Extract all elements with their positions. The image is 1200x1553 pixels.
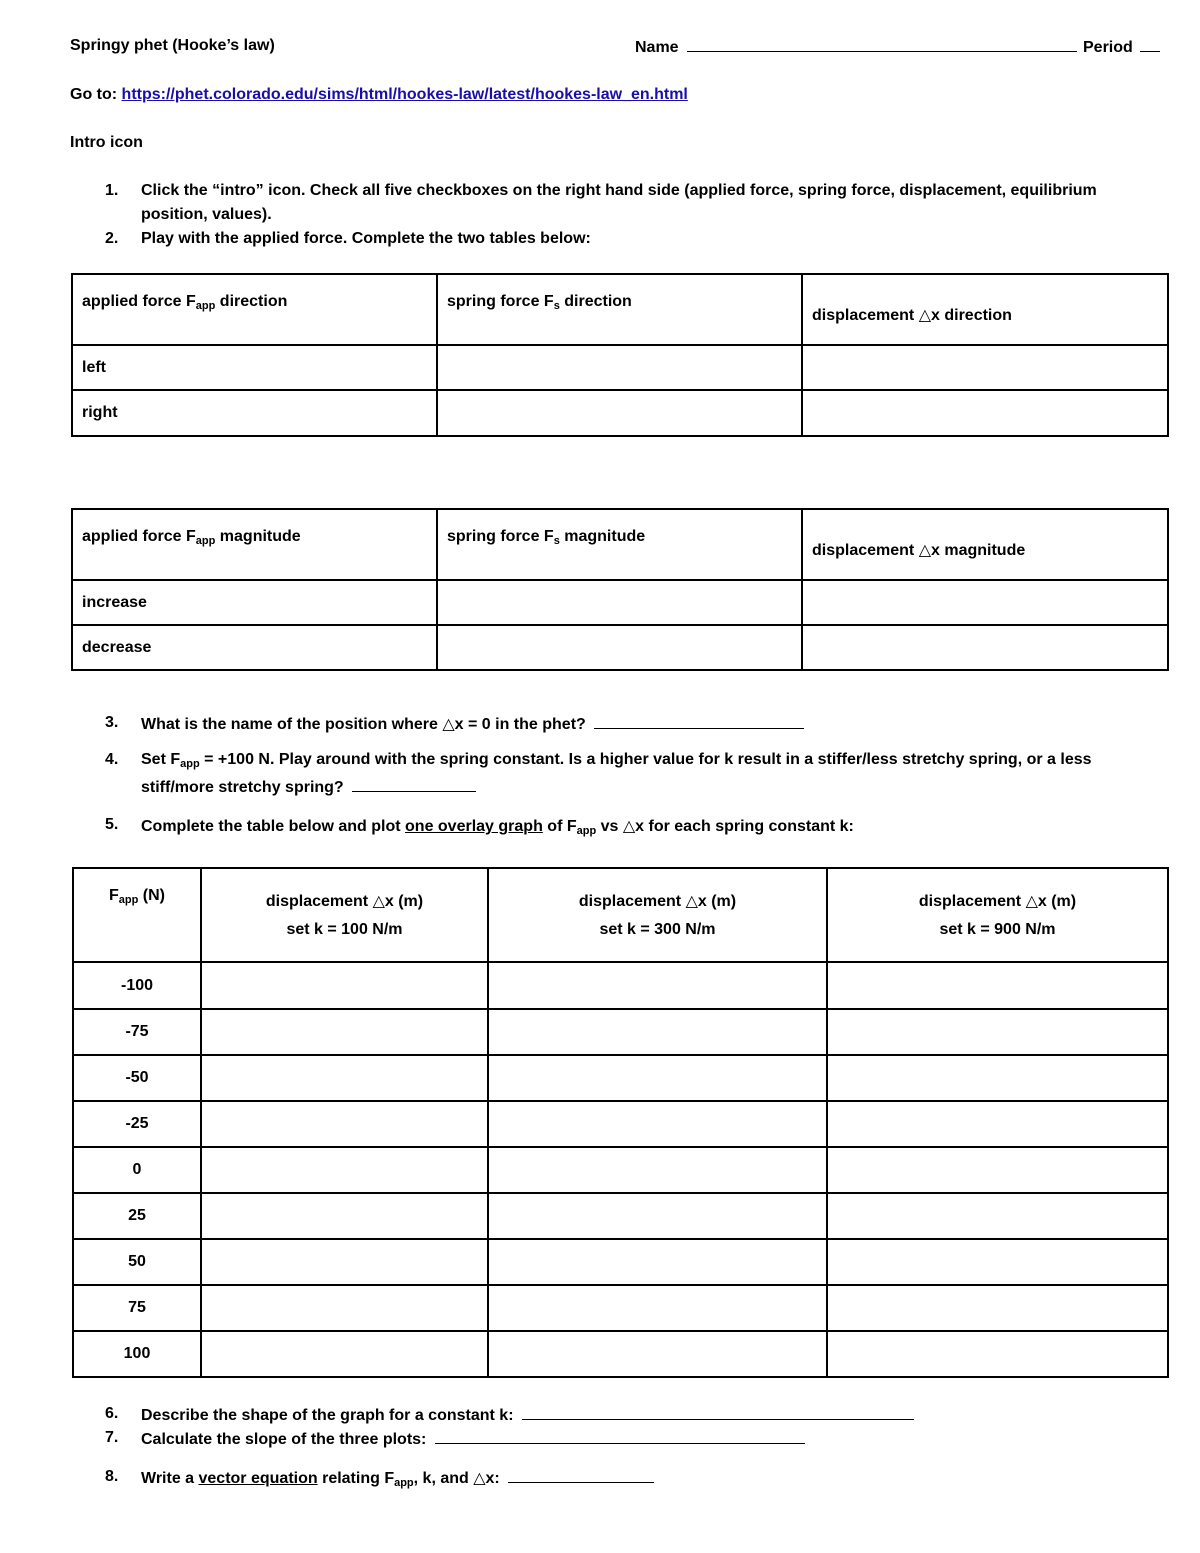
q7-answer-blank[interactable] [435, 1429, 805, 1444]
table-row [73, 1009, 1168, 1055]
item-1-line1: Click the “intro” icon. Check all five checkboxes on the right hand side (applied force, spring force, displacement, equilibrium [141, 182, 1097, 199]
name-field[interactable] [635, 37, 1077, 57]
force-value: 0 [73, 1147, 201, 1193]
q4-answer-blank[interactable] [352, 777, 476, 792]
item-1-line2: position, values). [141, 206, 272, 223]
q8-number: 8. [105, 1468, 119, 1485]
q6-number: 6. [105, 1405, 119, 1422]
header-applied-force-direction: applied force $F_{app}$ direction [72, 274, 437, 345]
answer-cell[interactable] [488, 1101, 827, 1147]
answer-cell[interactable] [827, 1193, 1168, 1239]
page-title: Springy phet (Hooke’s law) [70, 37, 275, 54]
vector-equation-emphasis: vector equation [198, 1470, 318, 1487]
answer-cell[interactable] [437, 390, 802, 436]
force-value: 50 [73, 1239, 201, 1285]
answer-cell[interactable] [201, 1193, 488, 1239]
table-row [73, 1147, 1168, 1193]
answer-cell[interactable] [827, 1009, 1168, 1055]
force-value: -50 [73, 1055, 201, 1101]
row-right-label: right [72, 390, 437, 436]
magnitude-table [71, 508, 1169, 671]
name-label: Name [635, 39, 679, 56]
answer-cell[interactable] [201, 1239, 488, 1285]
period-field[interactable] [1083, 37, 1160, 57]
item-2-text: Play with the applied force. Complete the two tables below: [141, 230, 591, 247]
table-row [73, 1239, 1168, 1285]
row-increase-label: increase [72, 580, 437, 625]
table-row [73, 1055, 1168, 1101]
answer-cell[interactable] [437, 580, 802, 625]
answer-cell[interactable] [488, 1009, 827, 1055]
answer-cell[interactable] [437, 625, 802, 670]
q6-text: Describe the shape of the graph for a constant k: [141, 1407, 514, 1424]
answer-cell[interactable] [201, 1009, 488, 1055]
header-spring-force-magnitude: spring force $F_s$ magnitude [437, 509, 802, 580]
phet-link[interactable]: https://phet.colorado.edu/sims/html/hookes-law/latest/hookes-law_en.html [121, 86, 688, 103]
q7-number: 7. [105, 1429, 119, 1446]
force-value: -100 [73, 962, 201, 1009]
period-blank[interactable] [1140, 37, 1160, 52]
answer-cell[interactable] [488, 1239, 827, 1285]
q8-answer-blank[interactable] [508, 1468, 654, 1483]
answer-cell[interactable] [488, 1147, 827, 1193]
header-k900: displacement △x (m) set k = 900 N/m [827, 868, 1168, 962]
q3-answer-blank[interactable] [594, 714, 804, 729]
force-value: 75 [73, 1285, 201, 1331]
answer-cell[interactable] [201, 1147, 488, 1193]
q8-line: Write a vector equation relating $F_{app}$, k, and △x: [141, 1468, 654, 1488]
item-2-number: 2. [105, 230, 119, 247]
row-left-label: left [72, 345, 437, 390]
header-k100: displacement △x (m) set k = 100 N/m [201, 868, 488, 962]
period-label: Period [1083, 39, 1133, 56]
force-value: 25 [73, 1193, 201, 1239]
q4-line1: Set $F_{app} = +100$ N. Play around with the spring constant. Is a higher value for k result in a stiffer/less stretchy spring, or a less [141, 751, 1092, 770]
q4-text: stiff/more stretchy spring? [141, 779, 344, 796]
answer-cell[interactable] [827, 962, 1168, 1009]
q3-line [141, 714, 804, 734]
answer-cell[interactable] [827, 1331, 1168, 1377]
answer-cell[interactable] [802, 390, 1168, 436]
table-row [73, 1331, 1168, 1377]
force-value: -25 [73, 1101, 201, 1147]
force-value: 100 [73, 1331, 201, 1377]
answer-cell[interactable] [437, 345, 802, 390]
answer-cell[interactable] [488, 1055, 827, 1101]
q7-text: Calculate the slope of the three plots: [141, 1431, 427, 1448]
header-displacement-magnitude: displacement △x magnitude [802, 509, 1168, 580]
answer-cell[interactable] [802, 345, 1168, 390]
item-1-number: 1. [105, 182, 119, 199]
section-title: Intro icon [70, 134, 143, 151]
data-table [72, 867, 1169, 1378]
q3-text: What is the name of the position where △x = 0 in the phet? [141, 716, 586, 733]
answer-cell[interactable] [802, 580, 1168, 625]
q5-number: 5. [105, 816, 119, 833]
row-decrease-label: decrease [72, 625, 437, 670]
q3-number: 3. [105, 714, 119, 731]
answer-cell[interactable] [827, 1055, 1168, 1101]
q4-line2 [141, 777, 476, 797]
answer-cell[interactable] [201, 1101, 488, 1147]
answer-cell[interactable] [488, 1193, 827, 1239]
answer-cell[interactable] [827, 1285, 1168, 1331]
table-row [73, 1285, 1168, 1331]
q6-answer-blank[interactable] [522, 1405, 914, 1420]
answer-cell[interactable] [488, 1331, 827, 1377]
answer-cell[interactable] [201, 1331, 488, 1377]
answer-cell[interactable] [827, 1147, 1168, 1193]
direction-table [71, 273, 1169, 437]
answer-cell[interactable] [802, 625, 1168, 670]
header-spring-force-direction: spring force $F_s$ direction [437, 274, 802, 345]
table-row [73, 1101, 1168, 1147]
answer-cell[interactable] [488, 962, 827, 1009]
q7-line [141, 1429, 805, 1449]
table-row [73, 962, 1168, 1009]
header-k300: displacement △x (m) set k = 300 N/m [488, 868, 827, 962]
goto-label: Go to: [70, 86, 118, 103]
header-displacement-direction: displacement △x direction [802, 274, 1168, 345]
one-overlay-graph-emphasis: one overlay graph [405, 818, 543, 835]
name-blank[interactable] [687, 37, 1077, 52]
answer-cell[interactable] [488, 1285, 827, 1331]
answer-cell[interactable] [201, 1055, 488, 1101]
header-fapp: $F_{app}$ (N) [73, 868, 201, 962]
table-row [73, 1193, 1168, 1239]
answer-cell[interactable] [827, 1101, 1168, 1147]
q6-line [141, 1405, 914, 1425]
q5-text: Complete the table below and plot one overlay graph of $F_{app}$ vs △x for each spring constant k: [141, 818, 854, 837]
force-value: -75 [73, 1009, 201, 1055]
answer-cell[interactable] [827, 1239, 1168, 1285]
q4-number: 4. [105, 751, 119, 768]
goto-line [70, 86, 688, 104]
header-applied-force-magnitude: applied force $F_{app}$ magnitude [72, 509, 437, 580]
answer-cell[interactable] [201, 962, 488, 1009]
answer-cell[interactable] [201, 1285, 488, 1331]
